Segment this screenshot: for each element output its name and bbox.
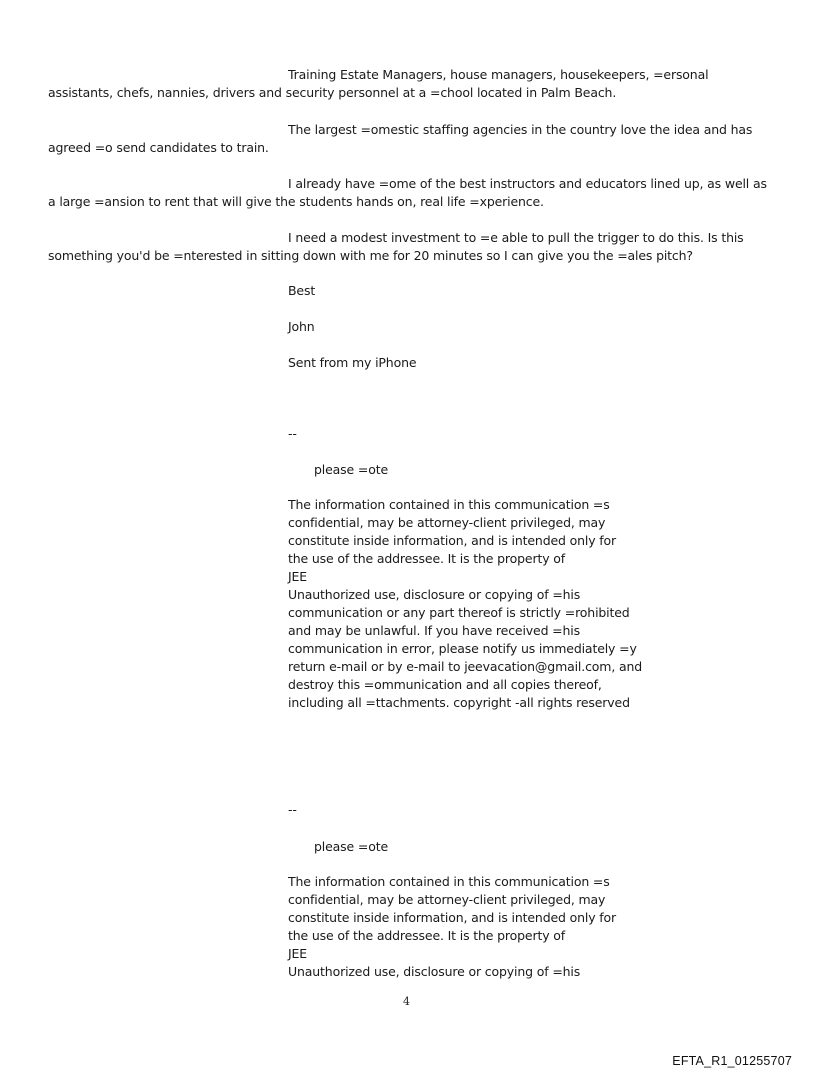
sent-from: Sent from my iPhone	[288, 355, 417, 370]
disclaimer-text-2	[288, 873, 616, 981]
separator-2: --	[288, 802, 297, 817]
body-paragraph-4: I need a modest investment to =e able to pull the trigger to do this. Is this something you'd be =nterested in sitting down with me for 20 minutes so I can give you the =ales pitch?	[48, 230, 744, 263]
disclaimer-line: The information contained in this communication =s	[288, 497, 610, 512]
disclaimer-line: Unauthorized use, disclosure or copying of =his	[288, 964, 581, 979]
disclaimer-heading-2: please =ote	[314, 839, 388, 854]
signature: John	[288, 319, 315, 334]
disclaimer-line: The information contained in this communication =s	[288, 874, 610, 889]
disclaimer-line: the use of the addressee. It is the property of	[288, 551, 566, 566]
disclaimer-line: JEE	[288, 569, 308, 584]
page-number: 4	[403, 995, 410, 1008]
disclaimer-line: destroy this =ommunication and all copies thereof,	[288, 677, 602, 692]
document-id: EFTA_R1_01255707	[672, 1054, 792, 1068]
disclaimer-line: constitute inside information, and is intended only for	[288, 533, 617, 548]
disclaimer-line: Unauthorized use, disclosure or copying of =his	[288, 587, 581, 602]
body-paragraph-3: I already have =ome of the best instructors and educators lined up, as well as a large =ansion to rent that will give the students hands on, real life =xperience.	[48, 176, 767, 209]
disclaimer-line: return e-mail or by e-mail to jeevacation@gmail.com, and	[288, 659, 643, 674]
closing: Best	[288, 283, 316, 298]
disclaimer-line: the use of the addressee. It is the property of	[288, 928, 566, 943]
disclaimer-line: constitute inside information, and is intended only for	[288, 910, 617, 925]
disclaimer-line: confidential, may be attorney-client privileged, may	[288, 515, 606, 530]
disclaimer-heading-1: please =ote	[314, 462, 388, 477]
disclaimer-line: communication or any part thereof is strictly =rohibited	[288, 605, 630, 620]
disclaimer-text-1	[288, 496, 642, 712]
body-paragraph-2: The largest =omestic staffing agencies in the country love the idea and has agreed =o send candidates to train.	[48, 122, 753, 155]
disclaimer-line: including all =ttachments. copyright -all rights reserved	[288, 695, 630, 710]
disclaimer-line: and may be unlawful. If you have received =his	[288, 623, 580, 638]
disclaimer-line: JEE	[288, 946, 308, 961]
body-paragraph-1: Training Estate Managers, house managers, housekeepers, =ersonal assistants, chefs, nannies, drivers and security personnel at a =chool located in Palm Beach.	[48, 67, 709, 100]
disclaimer-line: communication in error, please notify us immediately =y	[288, 641, 637, 656]
separator-1: --	[288, 426, 297, 441]
disclaimer-line: confidential, may be attorney-client privileged, may	[288, 892, 606, 907]
